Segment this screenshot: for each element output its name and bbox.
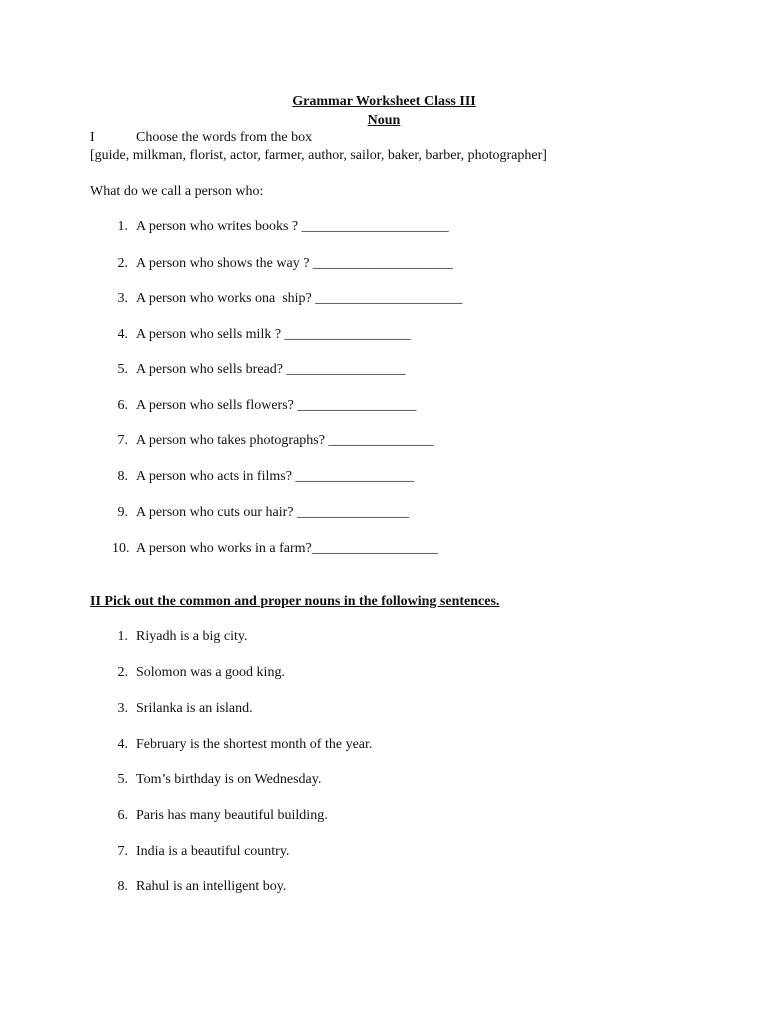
section-2-heading: II Pick out the common and proper nouns in the following sentences. [90, 594, 500, 609]
sentence-number: 8. [117, 879, 128, 894]
sentence-number: 3. [117, 701, 128, 716]
sentence-text: Srilanka is an island. [136, 701, 253, 716]
sentence-text: Rahul is an intelligent boy. [136, 879, 287, 894]
question-number: 1. [117, 219, 128, 234]
question-text: A person who cuts our hair? ________________ [136, 505, 409, 520]
question-number: 8. [117, 469, 128, 484]
sentence-text: February is the shortest month of the year. [136, 737, 373, 752]
question-number: 2. [117, 256, 128, 271]
question-text: A person who works ona ship? _____________________ [136, 291, 463, 306]
question-text: A person who acts in films? _________________ [136, 469, 415, 484]
section-1-instruction: Choose the words from the box [136, 130, 313, 145]
worksheet-subtitle: Noun [367, 113, 401, 128]
section-1-number: I [90, 130, 95, 145]
sentence-number: 4. [117, 737, 128, 752]
question-text: A person who sells milk ? __________________ [136, 327, 411, 342]
sentence-number: 1. [117, 629, 128, 644]
sentence-text: Solomon was a good king. [136, 665, 285, 680]
sentence-number: 7. [117, 844, 128, 859]
sentence-text: Paris has many beautiful building. [136, 808, 328, 823]
question-number: 3. [117, 291, 128, 306]
section-1-prompt: What do we call a person who: [90, 184, 264, 199]
question-text: A person who writes books ? _____________________ [136, 219, 449, 234]
sentence-text: India is a beautiful country. [136, 844, 290, 859]
question-number: 7. [117, 433, 128, 448]
question-text: A person who sells bread? _________________ [136, 362, 406, 377]
question-number: 9. [117, 505, 128, 520]
sentence-text: Tom’s birthday is on Wednesday. [136, 772, 322, 787]
question-number: 6. [117, 398, 128, 413]
question-text: A person who sells flowers? _________________ [136, 398, 417, 413]
question-text: A person who takes photographs? _______________ [136, 433, 434, 448]
question-number: 4. [117, 327, 128, 342]
sentence-number: 6. [117, 808, 128, 823]
question-number: 5. [117, 362, 128, 377]
question-text: A person who shows the way ? ____________________ [136, 256, 453, 271]
sentence-text: Riyadh is a big city. [136, 629, 248, 644]
question-number: 10. [112, 541, 130, 556]
word-box: [guide, milkman, florist, actor, farmer, author, sailor, baker, barber, photographer] [90, 148, 547, 163]
sentence-number: 2. [117, 665, 128, 680]
sentence-number: 5. [117, 772, 128, 787]
worksheet-title: Grammar Worksheet Class III [292, 94, 476, 109]
question-text: A person who works in a farm?__________________ [136, 541, 438, 556]
